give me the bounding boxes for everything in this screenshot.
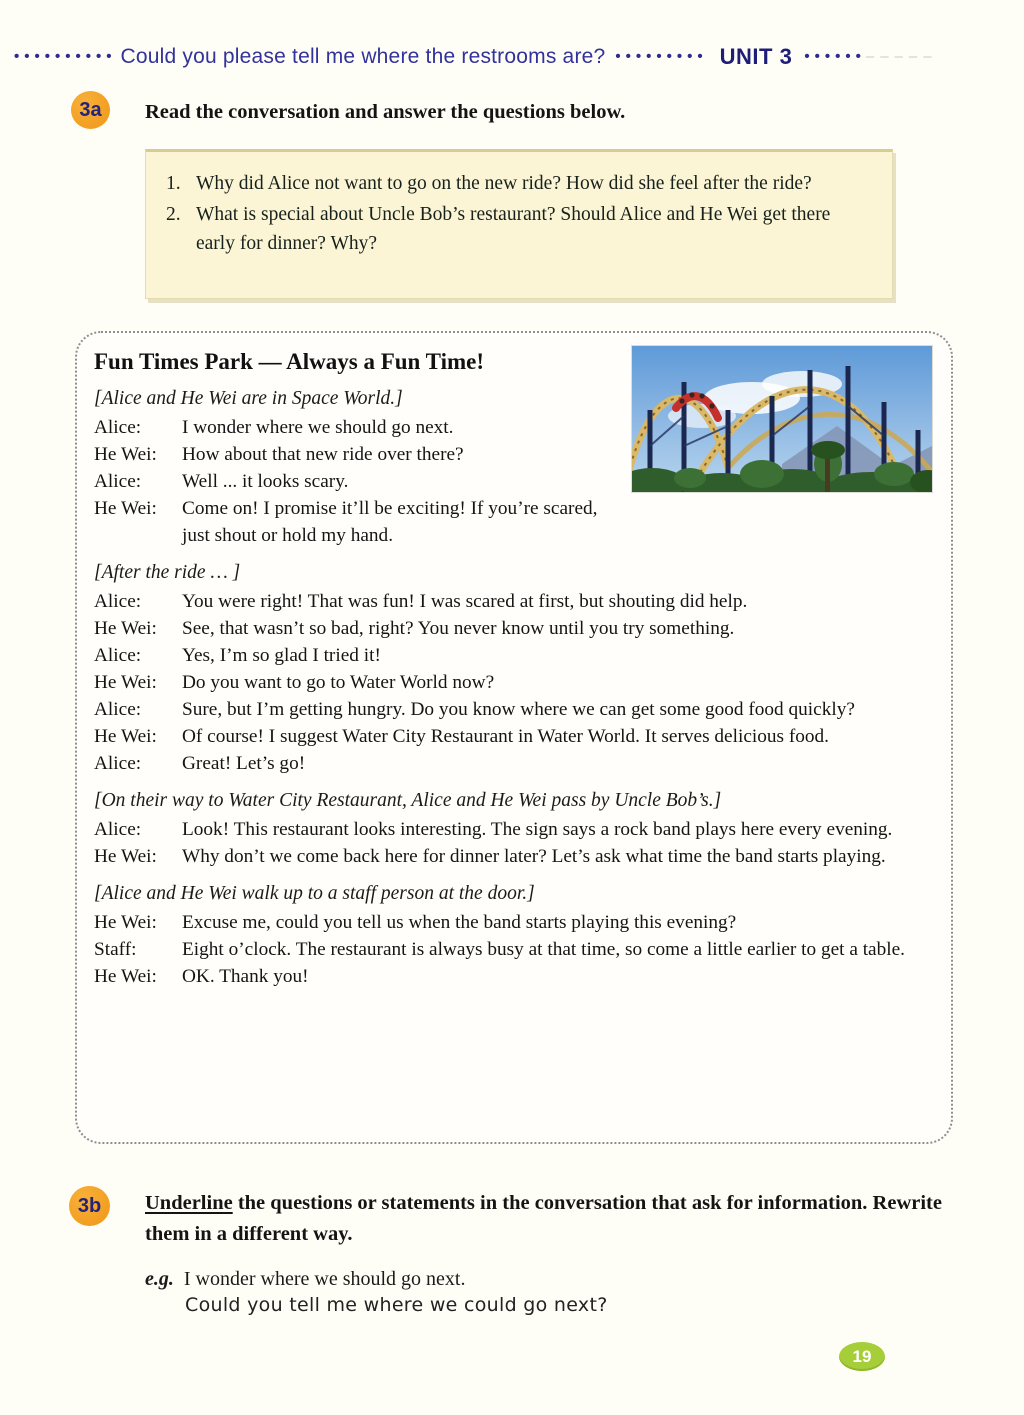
- instruction-3b: [145, 1188, 965, 1250]
- stage-direction: [On their way to Water City Restaurant, Alice and He Wei pass by Uncle Bob’s.]: [94, 790, 722, 811]
- stage-direction: [Alice and He Wei are in Space World.]: [94, 388, 403, 409]
- dialogue-line: [94, 696, 933, 723]
- speaker-name: He Wei:: [94, 912, 157, 933]
- speaker-name: He Wei:: [94, 966, 157, 987]
- question-number: 2.: [166, 203, 181, 225]
- dialogue-line: [94, 816, 933, 843]
- speaker-name: Alice:: [94, 417, 142, 438]
- speech-text: Why don’t we come back here for dinner later? Let’s ask what time the band starts playing.: [182, 846, 886, 867]
- speech-text: How about that new ride over there?: [182, 444, 464, 465]
- dialogue-line: [94, 963, 933, 990]
- dialogue-line: [94, 843, 933, 870]
- dialogue-line: [94, 441, 617, 468]
- dialogue-line: [94, 669, 933, 696]
- dialogue-line: [94, 495, 617, 549]
- instruction-3a: Read the conversation and answer the questions below.: [145, 101, 626, 123]
- unit-label: UNIT 3: [719, 44, 793, 69]
- dialogue-line: [94, 723, 933, 750]
- question-number: 1.: [166, 173, 181, 194]
- dialogue-line: [94, 936, 933, 963]
- dialogue-line: [94, 909, 933, 936]
- speech-text: OK. Thank you!: [182, 966, 309, 987]
- speaker-name: Staff:: [94, 939, 137, 960]
- speaker-name: He Wei:: [94, 444, 157, 465]
- stage-direction: [After the ride … ]: [94, 562, 241, 583]
- speech-text: Great! Let’s go!: [182, 753, 306, 774]
- unit-question-title: Could you please tell me where the restrooms are?: [120, 45, 606, 68]
- speaker-name: Alice:: [94, 591, 142, 612]
- speech-text: Of course! I suggest Water City Restaurant in Water World. It serves delicious food.: [182, 726, 830, 747]
- speaker-name: He Wei:: [94, 672, 157, 693]
- page-number-badge: 19: [839, 1342, 885, 1371]
- speech-text: Look! This restaurant looks interesting. The sign says a rock band plays here every evening.: [182, 819, 893, 840]
- section-badge-3b: 3b: [69, 1186, 110, 1226]
- dialogue-line: [94, 468, 617, 495]
- example-rewrite: Could you tell me where we could go next?: [185, 1294, 608, 1316]
- example-original: I wonder where we should go next.: [183, 1268, 466, 1290]
- speaker-name: He Wei:: [94, 846, 157, 867]
- page-header: [14, 42, 1016, 72]
- dialogue-line: [94, 615, 933, 642]
- conversation-box: [75, 331, 953, 1144]
- leader-dots-mid: •••••••••: [615, 48, 708, 65]
- dialogue-group: [94, 881, 933, 990]
- question-item: 1. Why did Alice not want to go on the new ride? How did she feel after the ride?: [166, 169, 866, 199]
- speaker-name: Alice:: [94, 645, 142, 666]
- speaker-name: He Wei:: [94, 726, 157, 747]
- questions-list: [146, 152, 892, 259]
- speech-text: Excuse me, could you tell us when the band starts playing this evening?: [182, 912, 737, 933]
- instruction-3b-underlined-word: Underline: [145, 1192, 233, 1214]
- question-item: 2. What is special about Uncle Bob’s restaurant? Should Alice and He Wei get there early for dinner? Why?: [166, 200, 866, 259]
- dialogue-line: [94, 750, 933, 777]
- speech-text: Well ... it looks scary.: [182, 471, 349, 492]
- roller-coaster-photo: [631, 345, 933, 493]
- example-block: [145, 1266, 965, 1293]
- speech-text: Yes, I’m so glad I tried it!: [182, 645, 381, 666]
- speech-text: Eight o’clock. The restaurant is always busy at that time, so come a little earlier to get a table.: [182, 939, 905, 960]
- speaker-name: Alice:: [94, 819, 142, 840]
- speaker-name: Alice:: [94, 699, 142, 720]
- leader-dashes-faint: ‒‒‒‒‒: [865, 48, 938, 65]
- dialogue-group: [94, 788, 933, 870]
- speaker-name: He Wei:: [94, 498, 157, 519]
- leader-dots-left: ••••••••••: [14, 48, 117, 65]
- speech-text: I wonder where we should go next.: [182, 417, 454, 438]
- speech-text: You were right! That was fun! I was scared at first, but shouting did help.: [182, 591, 748, 612]
- leader-dots-right: ••••••: [804, 48, 866, 65]
- dialogue-line: [94, 588, 933, 615]
- speech-text: Come on! I promise it’ll be exciting! If you’re scared, just shout or hold my hand.: [182, 498, 598, 546]
- conversation-title: Fun Times Park — Always a Fun Time!: [94, 349, 485, 374]
- speaker-name: Alice:: [94, 471, 142, 492]
- section-badge-3a: 3a: [71, 91, 110, 129]
- speech-text: See, that wasn’t so bad, right? You never know until you try something.: [182, 618, 735, 639]
- questions-box: [145, 149, 893, 299]
- speech-text: Sure, but I’m getting hungry. Do you know where we can get some good food quickly?: [182, 699, 855, 720]
- speech-text: Do you want to go to Water World now?: [182, 672, 495, 693]
- speaker-name: Alice:: [94, 753, 142, 774]
- dialogue-group: [94, 560, 933, 777]
- dialogue-line: [94, 414, 617, 441]
- dialogue-line: [94, 642, 933, 669]
- example-label: e.g.: [145, 1268, 174, 1290]
- stage-direction: [Alice and He Wei walk up to a staff person at the door.]: [94, 883, 535, 904]
- speaker-name: He Wei:: [94, 618, 157, 639]
- instruction-3b-rest: the questions or statements in the conversation that ask for information. Rewrite them in a different way.: [145, 1192, 942, 1245]
